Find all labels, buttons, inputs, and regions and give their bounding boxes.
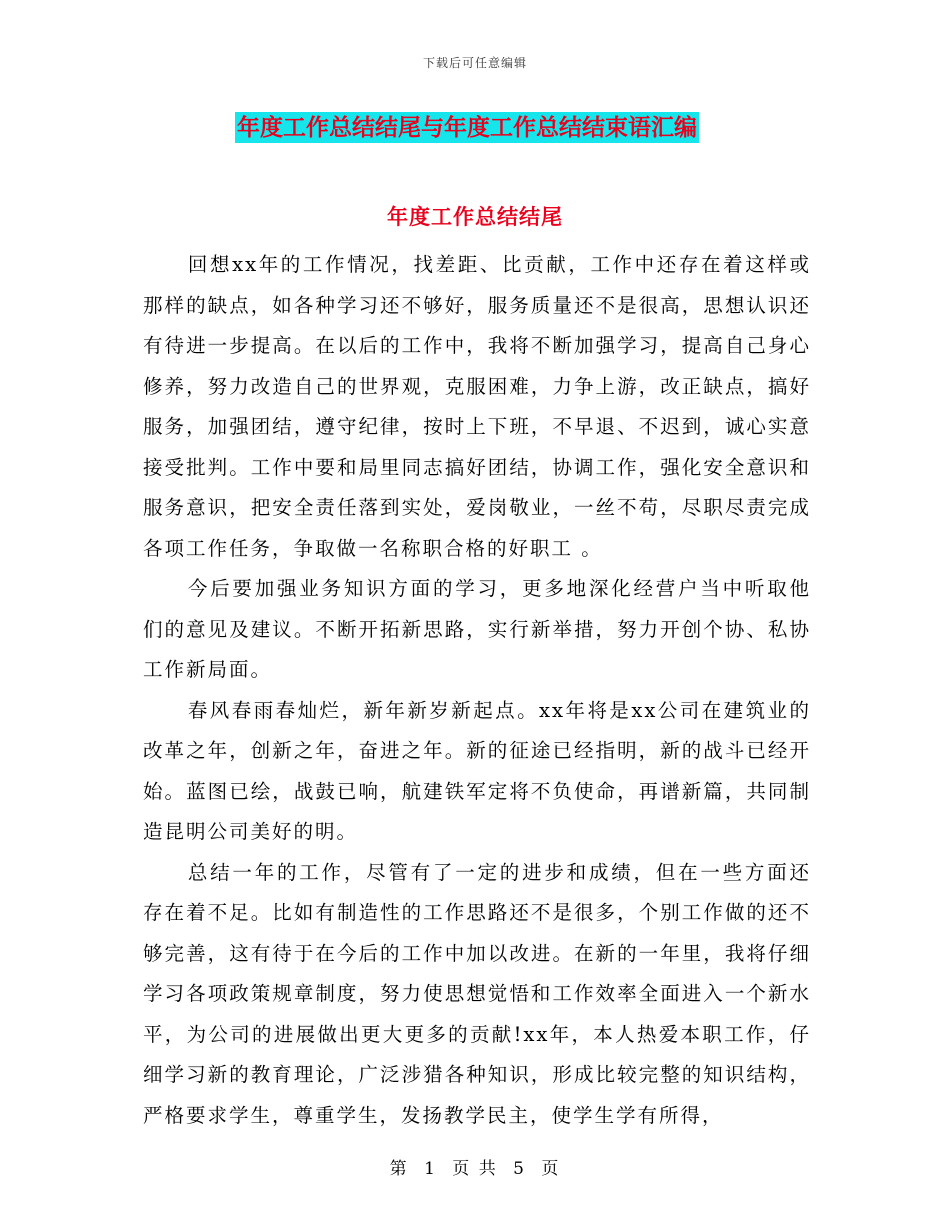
total-pages: 5 (513, 1159, 526, 1179)
page-prefix: 第 (389, 1159, 409, 1179)
section-title: 年度工作总结结尾 (387, 204, 563, 229)
paragraph: 回想xx年的工作情况，找差距、比贡献，工作中还存在着这样或那样的缺点，如各种学习还不够好，服务质量还不是很高，思想认识还有待进一步提高。在以后的工作中，我将不断加强学习，提高自己身心修养，努力改造自己的世界观，克服困难，力争上游，改正缺点，搞好服务，加强团结，遵守纪律，按时上下班，不早退、不迟到，诚心实意接受批判。工作中要和局里同志搞好团结，协调工作，强化安全意识和服务意识，把安全责任落到实处，爱岗敬业，一丝不苟，尽职尽责完成各项工作任务，争取做一名称职合格的好职工 。 (143, 253, 811, 560)
page-number: 1 (424, 1159, 437, 1179)
page-mid: 页 共 (452, 1159, 498, 1179)
document-title (233, 112, 701, 144)
page-footer (0, 1154, 950, 1179)
page-suffix: 页 (541, 1159, 561, 1179)
paragraph: 总结一年的工作，尽管有了一定的进步和成绩，但在一些方面还存在着不足。比如有制造性的工作思路还不是很多，个别工作做的还不够完善，这有待于在今后的工作中加以改进。在新的一年里，我将仔细学习各项政策规章制度，努力使思想觉悟和工作效率全面进入一个新水平，为公司的进展做出更大更多的贡献!xx年，本人热爱本职工作，仔细学习新的教育理论，广泛涉猎各种知识，形成比较完整的知识结构，严格要求学生，尊重学生，发扬教学民主，使学生学有所得， (143, 860, 811, 1127)
document-body (143, 245, 811, 1136)
header-note: 下载后可任意编辑 (422, 56, 527, 70)
paragraph: 春风春雨春灿烂，新年新岁新起点。xx年将是xx公司在建筑业的改革之年，创新之年，奋进之年。新的征途已经指明，新的战斗已经开始。蓝图已绘，战鼓已响，航建铁军定将不负使命，再谱新篇，共同制造昆明公司美好的明。 (143, 698, 811, 843)
paragraph: 今后要加强业务知识方面的学习，更多地深化经营户当中听取他们的意见及建议。不断开拓新思路，实行新举措，努力开创个协、私协工作新局面。 (143, 577, 811, 681)
document-title-text: 年度工作总结结尾与年度工作总结结束语汇编 (237, 114, 697, 141)
